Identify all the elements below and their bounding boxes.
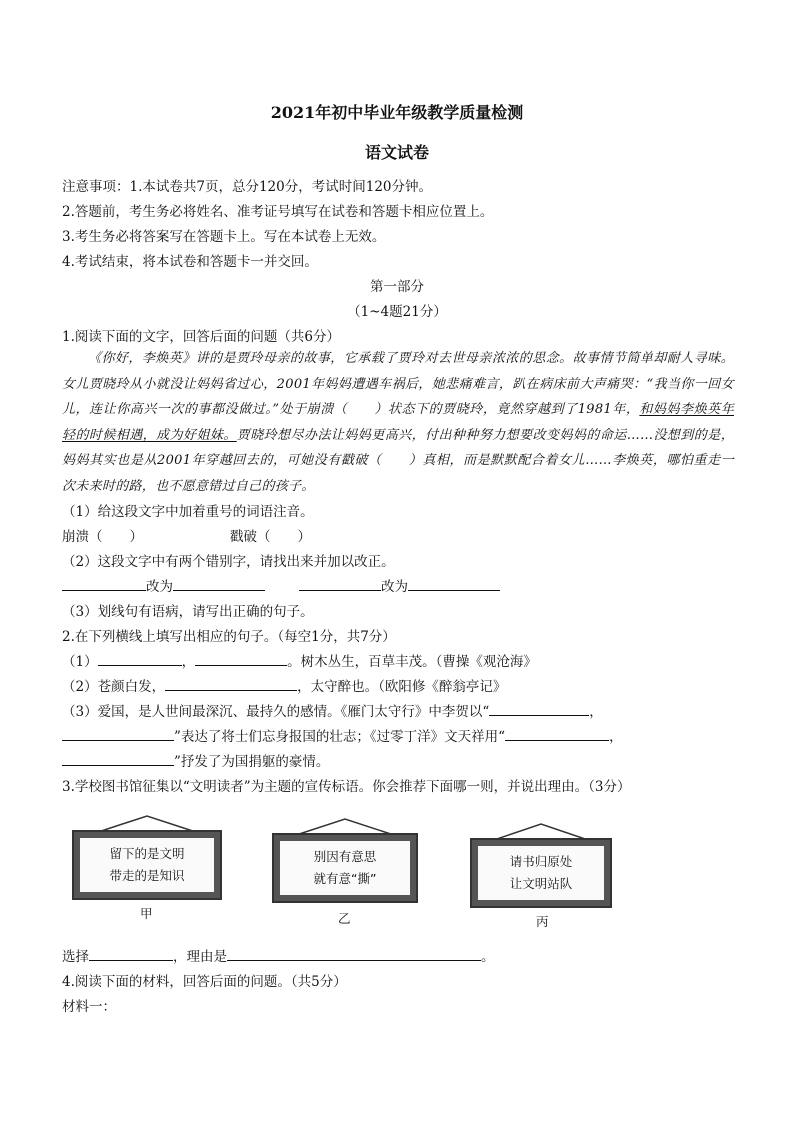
- answer-blank[interactable]: [62, 728, 174, 741]
- note-2: 2.答题前，考生务必将姓名、准考证号填写在试卷和答题卡相应位置上。: [62, 204, 494, 220]
- exam-subject: 语文试卷: [364, 143, 429, 162]
- slogan-sign-jia: [72, 812, 222, 930]
- q2-line-4: [62, 725, 623, 745]
- q3-end: 。: [481, 949, 495, 965]
- q2-l3-prefix: （3）爱国，是人世间最深沉、最持久的感情。《雁门太守行》中李贺以“: [62, 704, 490, 720]
- q2-line-2: [62, 675, 506, 695]
- answer-blank[interactable]: [505, 728, 609, 741]
- part-name: 第一部分: [370, 279, 424, 295]
- answer-blank[interactable]: [408, 578, 500, 591]
- underlined-sentence: 和妈妈李焕英年轻的时候相遇，成为好姐妹。: [62, 402, 734, 443]
- q1-sub1: （1）给这段文字中加着重号的词语注音。: [62, 504, 314, 520]
- sign-jia-label: 甲: [140, 906, 153, 921]
- passage-text-2: 贾晓玲想尽办法让妈妈更高兴，付出种种努力想要改变妈妈的命运……没想到的是，妈妈其实也是从2001年穿越回去的，可她没有戳破（ ）真相，而是默默配合着女儿……李焕英，哪怕重走一次未来时的路，也不愿意错过自己的孩子。: [62, 427, 734, 494]
- q2-l1-sep: ，: [181, 654, 196, 670]
- sign-bing-line1: 请书归原处: [509, 854, 573, 869]
- q3-stem: 3.学校图书馆征集以“文明读者”为主题的宣传标语。你会推荐下面哪一则，并说出理由。（3分）: [62, 779, 631, 795]
- q1-sub3: （3）划线句有语病，请写出正确的句子。: [62, 604, 314, 620]
- answer-blank[interactable]: [89, 948, 173, 961]
- q2-stem: 2.在下列横线上填写出相应的句子。（每空1分，共7分）: [62, 629, 396, 645]
- q3-answer-row: [62, 945, 495, 965]
- change-label-2: 改为: [381, 579, 408, 595]
- q2-l1-suffix: 。树木丛生，百草丰茂。（曹操《观沧海》: [287, 654, 537, 670]
- slogan-sign-yi: [272, 815, 418, 933]
- q2-l1-prefix: （1）: [62, 654, 98, 670]
- answer-blank[interactable]: [62, 753, 174, 766]
- answer-blank[interactable]: [62, 578, 146, 591]
- q2-l2-prefix: （2）苍颜白发，: [62, 679, 166, 695]
- change-label-1: 改为: [146, 579, 173, 595]
- answer-blank[interactable]: [98, 653, 182, 666]
- q1-sub2: （2）这段文字中有两个错别字，请找出来并加以改正。: [62, 554, 395, 570]
- q1-change-row: [62, 575, 500, 595]
- sign-jia-line2: 带走的是知识: [109, 868, 185, 883]
- exam-title: 2021年初中毕业年级教学质量检测: [270, 103, 524, 122]
- q4-stem: 4.阅读下面的材料，回答后面的问题。（共5分）: [62, 974, 347, 990]
- q4-material-label: 材料一：: [62, 999, 116, 1015]
- reason-label: ，理由是: [173, 949, 227, 965]
- passage-text-1: 《你好，李焕英》讲的是贾玲母亲的故事，它承载了贾玲对去世母亲浓浓的思念。故事情节简单却耐人寻味。女儿贾晓玲从小就没让妈妈省过心，2001年妈妈遭遇车祸后，她悲痛难言，趴在病床前大声痛哭：“我当你一回女儿，连让你高兴一次的事都没做过。”处于崩溃（ ）状态下的贾晓玲，竟然穿越到了1981年，: [62, 351, 734, 417]
- q2-line-5: [62, 750, 329, 770]
- choice-label: 选择: [62, 949, 89, 965]
- answer-blank[interactable]: [299, 578, 381, 591]
- note-4: 4.考试结束，将本试卷和答题卡一并交回。: [62, 254, 318, 270]
- q1-stem: 1.阅读下面的文字，回答后面的问题（共6分）: [62, 329, 340, 345]
- q2-l4-text: ”表达了将士们忘身报国的壮志；《过零丁洋》文天祥用“: [174, 729, 506, 745]
- q2-line-1: [62, 650, 537, 670]
- answer-blank[interactable]: [195, 653, 287, 666]
- sign-yi-label: 乙: [338, 911, 351, 926]
- sign-bing-label: 丙: [536, 914, 549, 929]
- note-3: 3.考生务必将答案写在答题卡上。写在本试卷上无效。: [62, 229, 386, 245]
- q1-word2: 戳破（ ）: [230, 529, 311, 545]
- q1-passage: [62, 346, 734, 499]
- answer-blank[interactable]: [489, 703, 589, 716]
- q2-l5-suffix: ”抒发了为国捐躯的豪情。: [174, 754, 330, 770]
- sign-jia-line1: 留下的是文明: [109, 846, 185, 861]
- sign-yi-line1: 别因有意思: [313, 849, 377, 864]
- answer-blank[interactable]: [165, 678, 297, 691]
- q2-l3-sep: ，: [589, 704, 603, 720]
- slogan-sign-bing: [470, 820, 612, 938]
- note-1: 注意事项：1.本试卷共7页，总分120分，考试时间120分钟。: [62, 179, 433, 195]
- sign-bing-line2: 让文明站队: [509, 876, 573, 891]
- q2-l2-suffix: ，太守醉也。（欧阳修《醉翁亭记》: [297, 679, 507, 695]
- part-range: （1~4题21分）: [347, 304, 447, 320]
- sign-yi-line2: 就有意“撕”: [313, 871, 377, 886]
- q2-l4-sep: ，: [609, 729, 623, 745]
- answer-blank[interactable]: [173, 578, 265, 591]
- answer-blank[interactable]: [227, 948, 481, 961]
- q2-line-3: [62, 700, 603, 720]
- q1-word1: 崩溃（ ）: [62, 529, 143, 545]
